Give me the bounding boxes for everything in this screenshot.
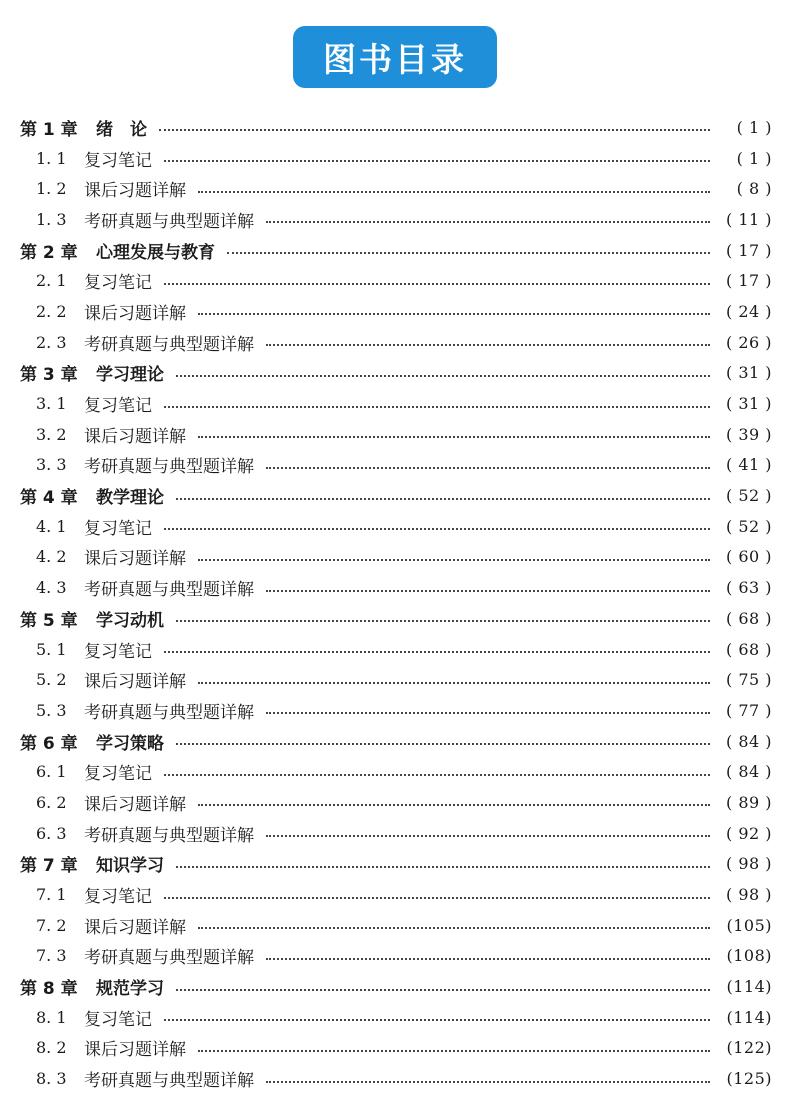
toc-section-row[interactable] (0, 787, 790, 818)
toc-section-row[interactable] (0, 388, 790, 419)
section-number: 8. 3 (36, 1069, 67, 1089)
section-number: 1. 1 (36, 148, 67, 168)
section-title: 课后习题详解 (84, 917, 186, 938)
section-title: 课后习题详解 (84, 672, 186, 693)
dot-leader (164, 406, 710, 408)
section-title: 复习笔记 (84, 273, 152, 294)
section-title: 复习笔记 (84, 518, 152, 539)
dot-leader (266, 590, 710, 592)
page-number: ( 31 ) (725, 363, 772, 383)
toc-section-row[interactable] (0, 910, 790, 941)
dot-leader (266, 467, 710, 469)
section-number: 6. 1 (36, 762, 67, 782)
chapter-number: 第 6 章 (20, 733, 78, 754)
page-number: ( 8 ) (736, 179, 772, 199)
section-title: 考研真题与典型题详解 (84, 702, 254, 723)
dot-leader (164, 1019, 710, 1021)
toc-section-row[interactable] (0, 941, 790, 972)
chapter-title: 规范学习 (96, 979, 164, 1000)
toc-section-row[interactable] (0, 419, 790, 450)
dot-leader (176, 375, 710, 377)
dot-leader (227, 252, 710, 254)
toc-section-row[interactable] (0, 664, 790, 695)
section-title: 课后习题详解 (84, 794, 186, 815)
section-title: 考研真题与典型题详解 (84, 580, 254, 601)
page-number: ( 52 ) (725, 516, 772, 536)
section-title: 考研真题与典型题详解 (84, 825, 254, 846)
section-title: 复习笔记 (84, 150, 152, 171)
dot-leader (266, 958, 710, 960)
page-number: (105) (726, 915, 772, 935)
page-number: (114) (726, 1007, 772, 1027)
dot-leader (164, 528, 710, 530)
section-number: 3. 2 (36, 424, 67, 444)
section-number: 7. 2 (36, 915, 67, 935)
section-number: 8. 2 (36, 1038, 67, 1058)
page-number: ( 68 ) (725, 608, 772, 628)
toc-section-row[interactable] (0, 542, 790, 573)
chapter-title: 绪 论 (96, 119, 147, 140)
section-title: 复习笔记 (84, 764, 152, 785)
section-number: 6. 3 (36, 823, 67, 843)
page-number: ( 17 ) (725, 271, 772, 291)
toc-chapter-row[interactable] (0, 358, 790, 389)
page-number: ( 52 ) (725, 486, 772, 506)
page-number: ( 98 ) (725, 854, 772, 874)
toc-section-row[interactable] (0, 818, 790, 849)
section-title: 复习笔记 (84, 887, 152, 908)
toc-section-row[interactable] (0, 572, 790, 603)
page-number: (122) (726, 1038, 772, 1058)
toc-chapter-row[interactable] (0, 849, 790, 880)
dot-leader (198, 436, 710, 438)
section-number: 2. 1 (36, 271, 67, 291)
page-number: ( 1 ) (736, 148, 772, 168)
page-number: ( 77 ) (725, 700, 772, 720)
dot-leader (198, 927, 710, 929)
toc-section-row[interactable] (0, 265, 790, 296)
section-number: 7. 1 (36, 885, 67, 905)
section-number: 5. 2 (36, 670, 67, 690)
dot-leader (266, 221, 710, 223)
page-number: ( 89 ) (725, 792, 772, 812)
section-number: 4. 1 (36, 516, 67, 536)
chapter-title: 心理发展与教育 (96, 242, 215, 263)
chapter-number: 第 3 章 (20, 365, 78, 386)
toc-section-row[interactable] (0, 173, 790, 204)
dot-leader (198, 682, 710, 684)
section-number: 1. 2 (36, 179, 67, 199)
chapter-number: 第 7 章 (20, 856, 78, 877)
section-number: 2. 3 (36, 332, 67, 352)
dot-leader (198, 313, 710, 315)
chapter-number: 第 5 章 (20, 610, 78, 631)
page-number: ( 39 ) (725, 424, 772, 444)
chapter-number: 第 2 章 (20, 242, 78, 263)
dot-leader (176, 498, 710, 500)
page-number: ( 75 ) (725, 670, 772, 690)
toc-section-row[interactable] (0, 756, 790, 787)
page-number: ( 98 ) (725, 885, 772, 905)
dot-leader (164, 897, 710, 899)
dot-leader (176, 989, 710, 991)
page-number: ( 84 ) (725, 731, 772, 751)
toc-chapter-row[interactable] (0, 235, 790, 266)
dot-leader (164, 651, 710, 653)
section-number: 4. 3 (36, 578, 67, 598)
page-number: ( 41 ) (725, 455, 772, 475)
toc-chapter-row[interactable] (0, 480, 790, 511)
section-number: 1. 3 (36, 209, 67, 229)
section-number: 7. 3 (36, 946, 67, 966)
toc-section-row[interactable] (0, 634, 790, 665)
dot-leader (164, 160, 710, 162)
section-number: 4. 2 (36, 547, 67, 567)
section-number: 5. 1 (36, 639, 67, 659)
section-number: 2. 2 (36, 301, 67, 321)
page-number: ( 84 ) (725, 762, 772, 782)
toc-section-row[interactable] (0, 1002, 790, 1033)
toc-chapter-row[interactable] (0, 971, 790, 1002)
section-title: 课后习题详解 (84, 181, 186, 202)
toc-chapter-row[interactable] (0, 112, 790, 143)
page-number: (114) (726, 977, 772, 997)
page-title: 图书目录 (293, 26, 497, 88)
toc-section-row[interactable] (0, 450, 790, 481)
toc-chapter-row[interactable] (0, 603, 790, 634)
section-title: 课后习题详解 (84, 303, 186, 324)
chapter-number: 第 4 章 (20, 488, 78, 509)
toc-section-row[interactable] (0, 296, 790, 327)
section-title: 考研真题与典型题详解 (84, 211, 254, 232)
chapter-title: 学习动机 (96, 610, 164, 631)
section-title: 课后习题详解 (84, 1040, 186, 1061)
chapter-title: 教学理论 (96, 488, 164, 509)
toc-section-row[interactable] (0, 879, 790, 910)
section-title: 考研真题与典型题详解 (84, 948, 254, 969)
chapter-title: 学习理论 (96, 365, 164, 386)
dot-leader (266, 835, 710, 837)
page-number: (125) (726, 1069, 772, 1089)
dot-leader (198, 1050, 710, 1052)
section-number: 5. 3 (36, 700, 67, 720)
page-number: ( 11 ) (725, 209, 772, 229)
section-title: 复习笔记 (84, 396, 152, 417)
section-title: 复习笔记 (84, 641, 152, 662)
section-title: 考研真题与典型题详解 (84, 1071, 254, 1092)
page-number: ( 17 ) (725, 240, 772, 260)
section-number: 3. 3 (36, 455, 67, 475)
section-title: 课后习题详解 (84, 426, 186, 447)
dot-leader (266, 344, 710, 346)
toc-chapter-row[interactable] (0, 726, 790, 757)
dot-leader (198, 804, 710, 806)
toc-section-row[interactable] (0, 1033, 790, 1064)
page-number: ( 68 ) (725, 639, 772, 659)
page-number: ( 31 ) (725, 394, 772, 414)
toc-section-row[interactable] (0, 204, 790, 235)
chapter-number: 第 8 章 (20, 979, 78, 1000)
chapter-number: 第 1 章 (20, 119, 78, 140)
dot-leader (176, 743, 710, 745)
toc-section-row[interactable] (0, 327, 790, 358)
page-number: (108) (726, 946, 772, 966)
section-title: 复习笔记 (84, 1009, 152, 1030)
page-number: ( 60 ) (725, 547, 772, 567)
section-number: 3. 1 (36, 394, 67, 414)
dot-leader (159, 129, 710, 131)
dot-leader (266, 712, 710, 714)
chapter-title: 知识学习 (96, 856, 164, 877)
page-number: ( 1 ) (736, 117, 772, 137)
section-number: 8. 1 (36, 1007, 67, 1027)
section-title: 考研真题与典型题详解 (84, 334, 254, 355)
toc-section-row[interactable] (0, 143, 790, 174)
dot-leader (176, 620, 710, 622)
title-container (0, 26, 790, 88)
section-number: 6. 2 (36, 792, 67, 812)
section-title: 课后习题详解 (84, 549, 186, 570)
page-number: ( 24 ) (725, 301, 772, 321)
dot-leader (198, 191, 710, 193)
toc-section-row[interactable] (0, 1063, 790, 1094)
dot-leader (266, 1081, 710, 1083)
toc-section-row[interactable] (0, 511, 790, 542)
chapter-title: 学习策略 (96, 733, 164, 754)
toc-section-row[interactable] (0, 695, 790, 726)
dot-leader (176, 866, 710, 868)
page-number: ( 63 ) (725, 578, 772, 598)
section-title: 考研真题与典型题详解 (84, 457, 254, 478)
dot-leader (164, 774, 710, 776)
page-number: ( 26 ) (725, 332, 772, 352)
table-of-contents (0, 112, 790, 1094)
dot-leader (198, 559, 710, 561)
dot-leader (164, 283, 710, 285)
page-number: ( 92 ) (725, 823, 772, 843)
